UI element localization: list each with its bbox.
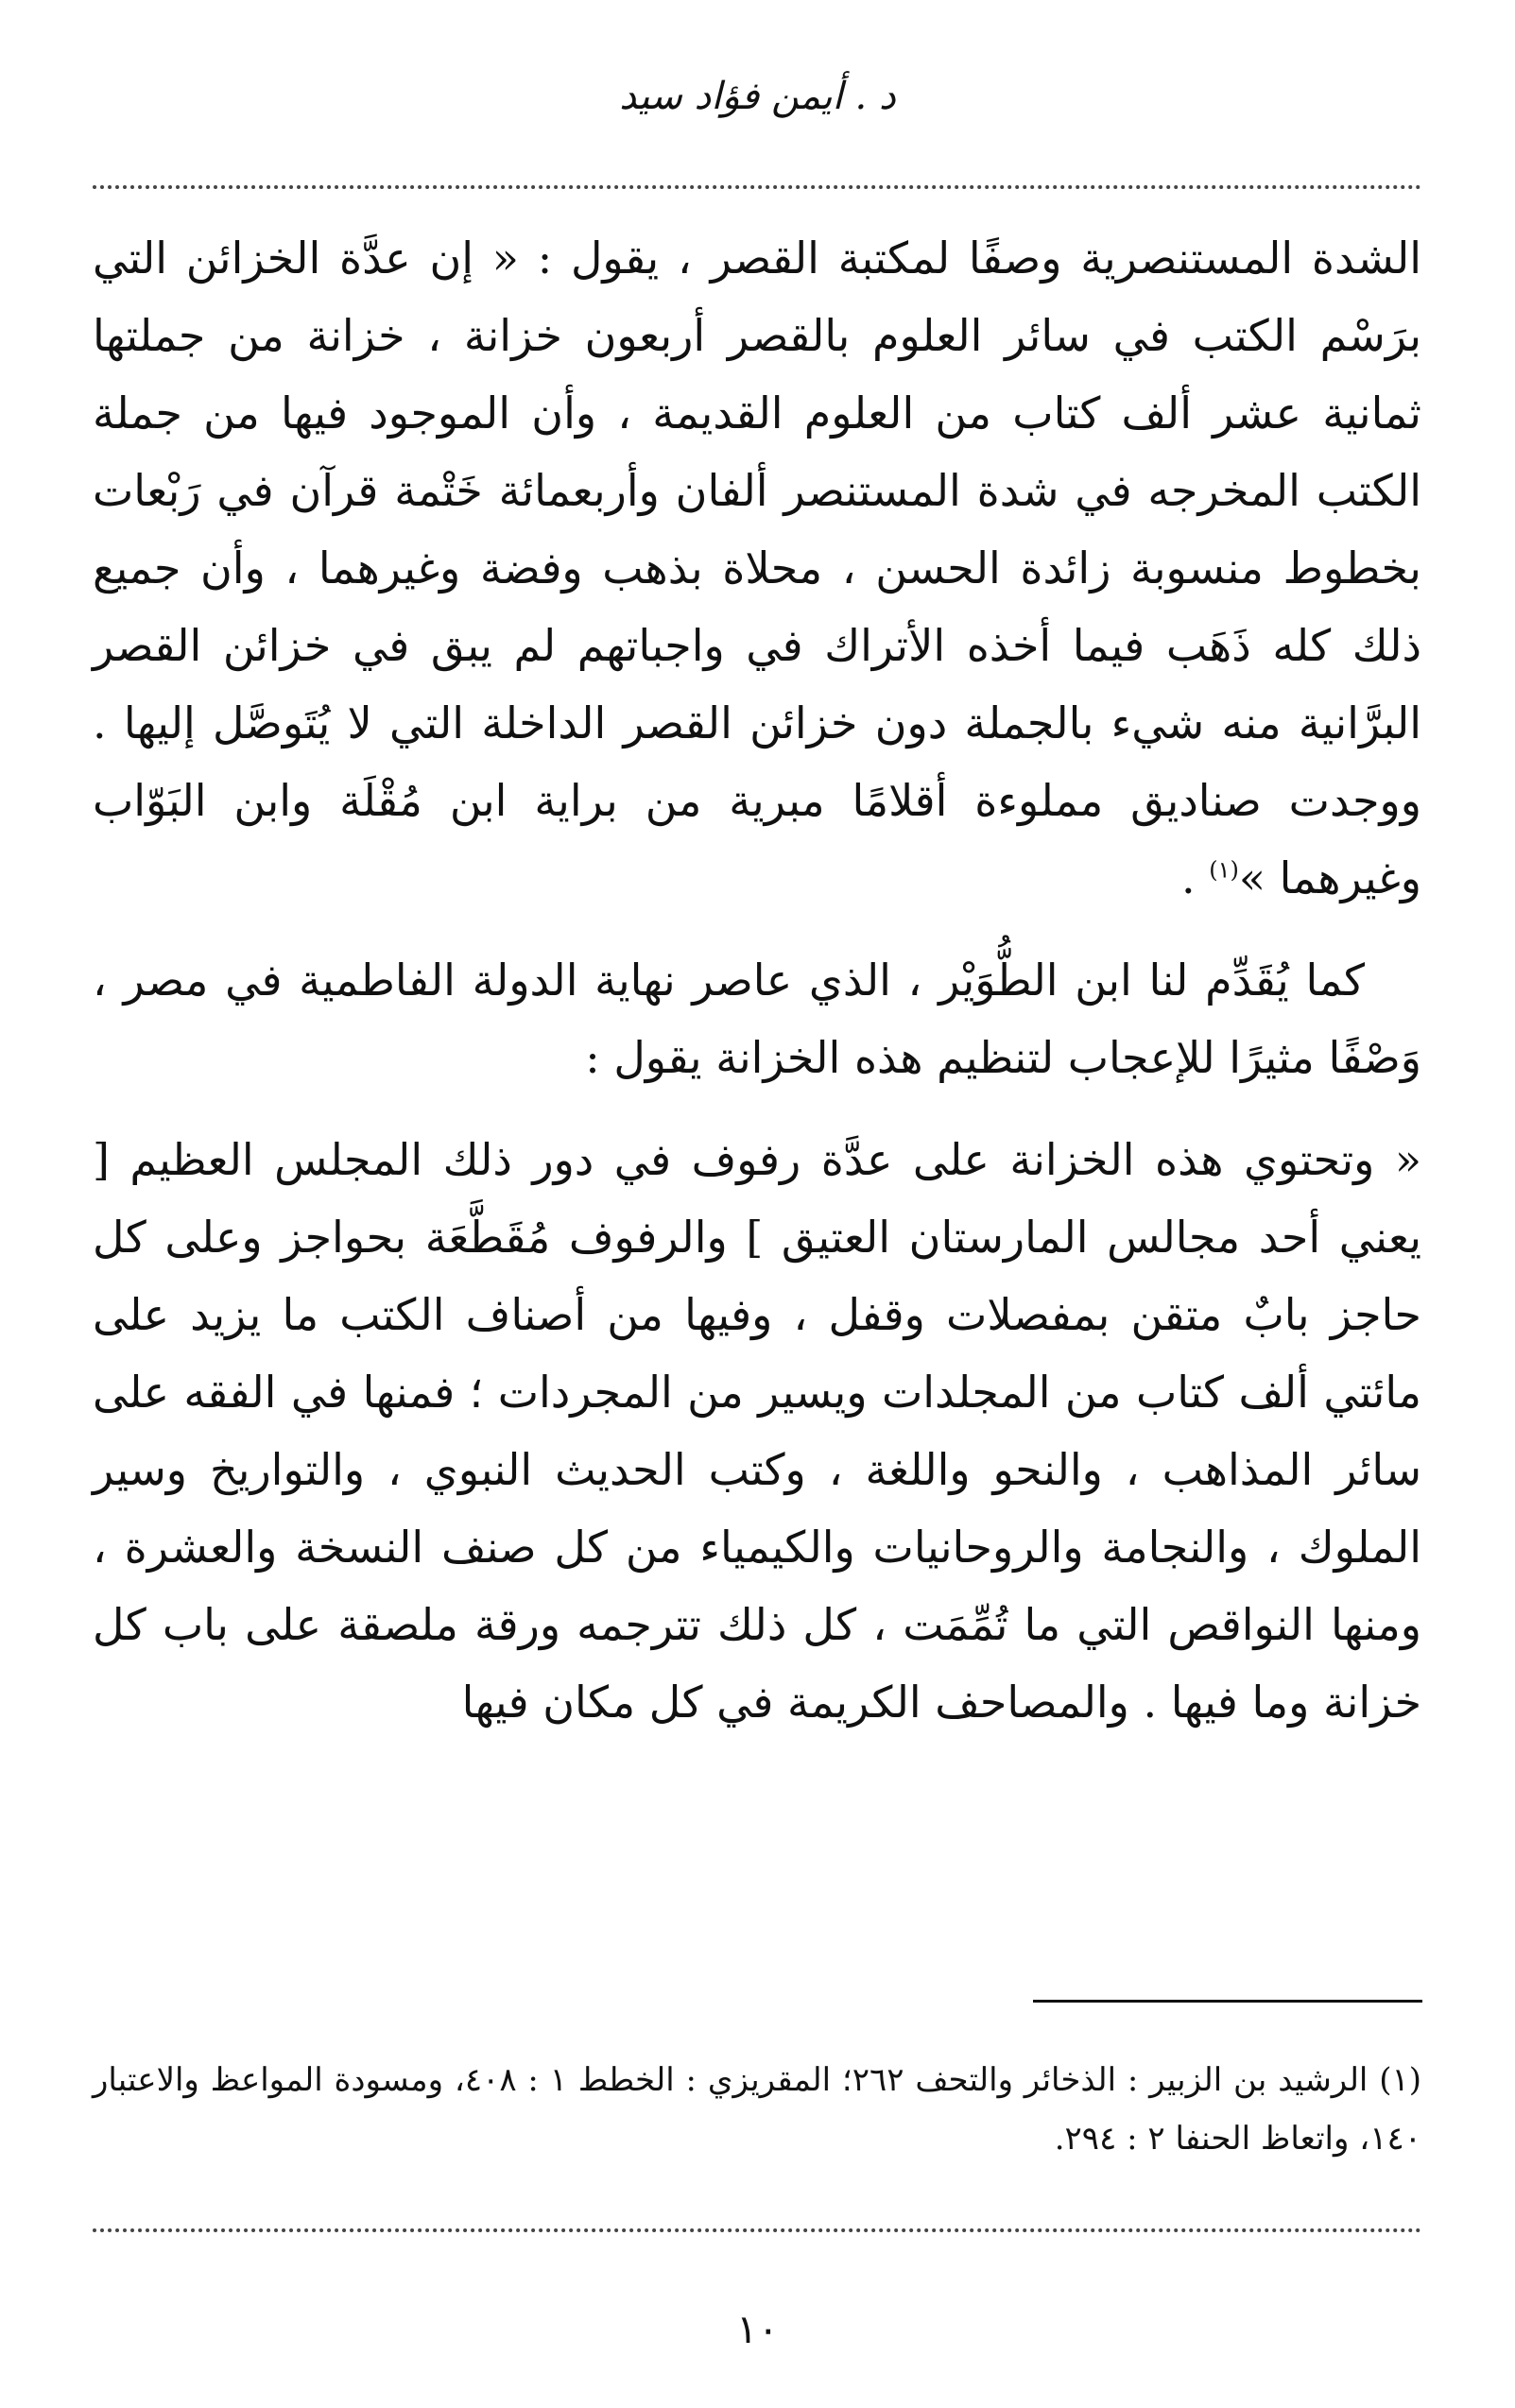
page-number: ١٠ [735,2306,780,2352]
paragraph-2: كما يُقَدِّم لنا ابن الطُّوَيْر ، الذي عاصر نهاية الدولة الفاطمية في مصر ، وَصْفًا مثيرًا للإعجاب لتنظيم هذه الخزانة يقول : [93,955,1421,1083]
footnotes [93,2051,1421,2168]
main-text [93,219,1421,1765]
running-header-author: د . أيمن فؤاد سيد [619,75,896,118]
footnote-1: (١) الرشيد بن الزبير : الذخائر والتحف ٢٦٢؛ المقريزي : الخطط ١ : ٤٠٨، ومسودة المواعظ والاعتبار ١٤٠، واتعاظ الحنفا ٢ : ٢٩٤. [93,2061,1421,2158]
header-divider [93,185,1421,189]
footer-divider [93,2228,1421,2232]
footnote-separator [1033,2000,1422,2003]
paragraph-1 [93,219,1421,917]
paragraph-1-text: الشدة المستنصرية وصفًا لمكتبة القصر ، يقول : « إن عدَّة الخزائن التي برَسْم الكتب في سائر العلوم بالقصر أربعون خزانة ، خزانة من جملتها ثمانية عشر ألف كتاب من العلوم القديمة ، وأن الموجود فيها من جملة الكتب المخرجه في شدة المستنصر ألفان وأربعمائة خَتْمة قرآن في رَبْعات بخطوط منسوبة زائدة الحسن ، محلاة بذهب وفضة وغيرهما ، وأن جميع ذلك كله ذَهَب فيما أخذه الأتراك في واجباتهم لم يبق في خزائن القصر البرَّانية منه شيء بالجملة دون خزائن القصر الداخلة التي لا يُتَوصَّل إليها . ووجدت صناديق مملوءة أقلامًا مبرية من براية ابن مُقْلَة وابن البَوّاب وغيرهما » [93,232,1421,903]
paragraph-1-end-punct: . [1180,852,1210,903]
footnote-reference-1[interactable]: (١) [1209,856,1239,884]
paragraph-3: « وتحتوي هذه الخزانة على عدَّة رفوف في دور ذلك المجلس العظيم [ يعني أحد مجالس المارستان العتيق ] والرفوف مُقَطَّعَة بحواجز وعلى كل حاجز بابٌ متقن بمفصلات وقفل ، وفيها من أصناف الكتب ما يزيد على مائتي ألف كتاب من المجلدات ويسير من المجردات ؛ فمنها في الفقه على سائر المذاهب ، والنحو واللغة ، وكتب الحديث النبوي ، والتواريخ وسير الملوك ، والنجامة والروحانيات والكيمياء من كل صنف النسخة والعشرة ، ومنها النواقص التي ما تُمِّمَت ، كل ذلك تترجمه ورقة ملصقة على باب كل خزانة وما فيها . والمصاحف الكريمة في كل مكان فيها [93,1134,1421,1728]
